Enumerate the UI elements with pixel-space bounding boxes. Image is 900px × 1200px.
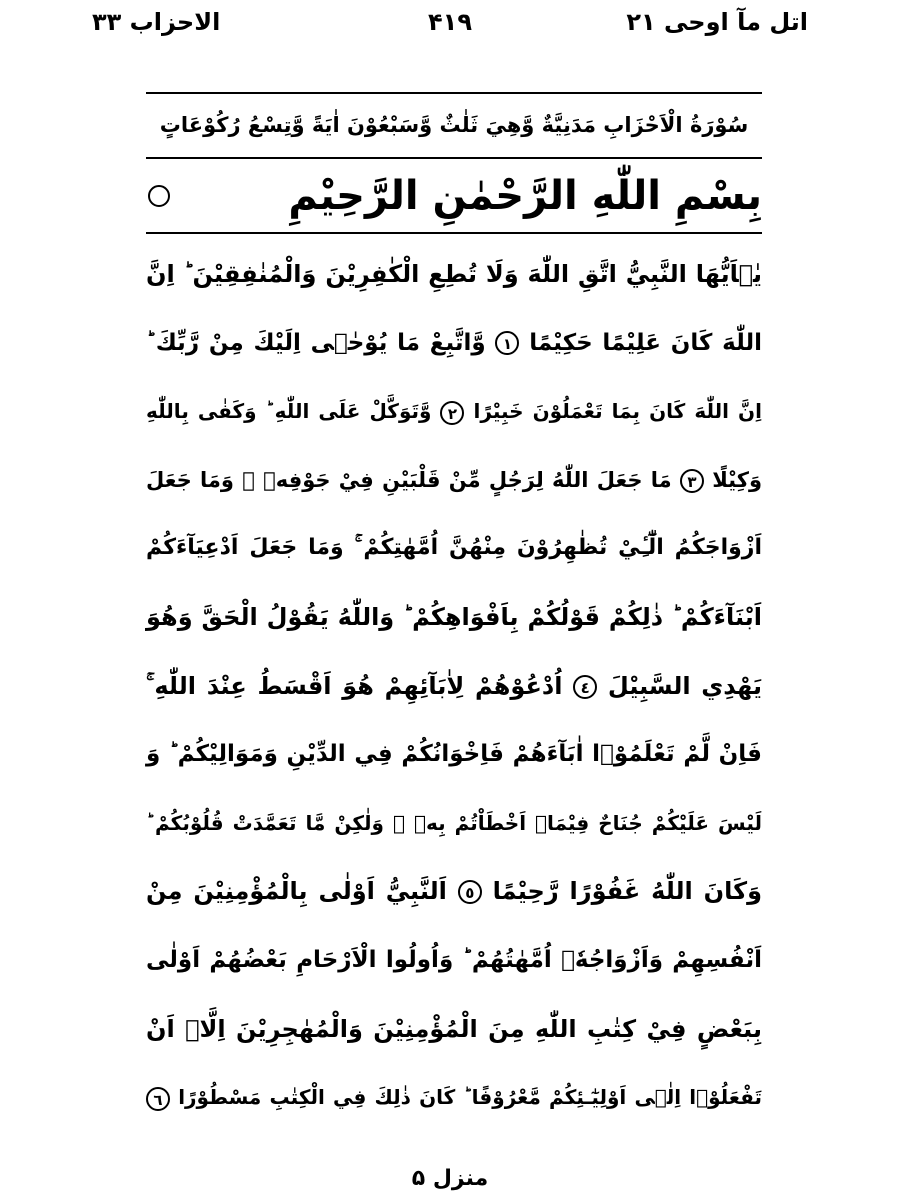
verse-line [146, 377, 762, 446]
basmala-end-circle-icon [148, 185, 170, 207]
verse-segment: لَيْسَ عَلَيْكُمْ جُنَاحٌ فِيْمَاۤ اَخْطَاْتُمْ بِهٖ ۙ وَلٰكِنْ مَّا تَعَمَّدَتْ قُلُوْبُكُمْ ؕ [146, 810, 762, 835]
verse-segment: بِبَعْضٍ فِيْ كِتٰبِ اللّٰهِ مِنَ الْمُؤْمِنِيْنَ وَالْمُهٰجِرِيْنَ اِلَّاۤ اَنْ [146, 1014, 762, 1043]
page-number: ۴۱۹ [428, 8, 472, 36]
verse-line [146, 309, 762, 378]
verse-segment: اِنَّ اللّٰهَ كَانَ بِمَا تَعْمَلُوْنَ خَبِيْرًا [473, 399, 762, 424]
verse-line [146, 926, 762, 995]
verse-line [146, 240, 762, 309]
verse-segment: يٰۤاَيُّهَا النَّبِيُّ اتَّقِ اللّٰهَ وَلَا تُطِعِ الْكٰفِرِيْنَ وَالْمُنٰفِقِيْنَ ؕ اِنَّ [146, 260, 762, 288]
verse-segment: وَكَانَ اللّٰهُ غَفُوْرًا رَّحِيْمًا [492, 877, 763, 906]
verse-segment: اَبْنَآءَكُمْ ؕ ذٰلِكُمْ قَوْلُكُمْ بِاَفْوَاهِكُمْ ؕ وَاللّٰهُ يَقُوْلُ الْحَقَّ وَهُوَ [146, 602, 762, 631]
verse-segment: اُدْعُوْهُمْ لِاٰبَآئِهِمْ هُوَ اَقْسَطُ عِنْدَ اللّٰهِ ۚ [146, 671, 563, 700]
verse-segment: وَّتَوَكَّلْ عَلَى اللّٰهِ ؕ وَكَفٰى بِاللّٰهِ [146, 399, 432, 424]
verse-segment: وَكِيْلًا [712, 467, 763, 492]
verse-segment: اَلنَّبِيُّ اَوْلٰى بِالْمُؤْمِنِيْنَ مِنْ [146, 877, 447, 906]
basmala-divider [146, 232, 762, 234]
ayah-number-marker: ٣ [680, 469, 704, 493]
verse-segment: وَّاتَّبِعْ مَا يُوْحٰۤى اِلَيْكَ مِنْ رَّبِّكَ ؕ [146, 329, 486, 356]
verse-line [146, 720, 762, 789]
ayah-number-marker: ٦ [146, 1087, 170, 1111]
verse-segment: اَزْوَاجَكُمُ الّٰٓـِٔيْ تُظٰهِرُوْنَ مِنْهُنَّ اُمَّهٰتِكُمْ ۚ وَمَا جَعَلَ اَدْعِيَآءَكُمْ [146, 535, 762, 561]
verse-line [146, 446, 762, 515]
surah-heading-text: سُوْرَةُ الْاَحْزَابِ مَدَنِيَّةٌ وَّهِيَ ثَلٰثٌ وَّسَبْعُوْنَ اٰيَةً وَّتِسْعُ رُكُوْعَاتٍ [159, 113, 749, 137]
verse-line [146, 857, 762, 926]
ayah-number-marker: ٥ [458, 880, 482, 904]
manzil-footer: منزل ۵ [411, 1166, 489, 1191]
verse-segment: اللّٰهَ كَانَ عَلِيْمًا حَكِيْمًا [529, 329, 763, 356]
verse-segment: فَاِنْ لَّمْ تَعْلَمُوْۤا اٰبَآءَهُمْ فَاِخْوَانُكُمْ فِي الدِّيْنِ وَمَوَالِيْكُمْ ؕ وَ [146, 741, 762, 768]
verse-segment: اَنْفُسِهِمْ وَاَزْوَاجُهٗۤ اُمَّهٰتُهُمْ ؕ وَاُولُوا الْاَرْحَامِ بَعْضُهُمْ اَوْلٰى [146, 946, 762, 973]
verse-line [146, 789, 762, 858]
ayah-number-marker: ٢ [440, 401, 464, 425]
verse-line [146, 1063, 762, 1132]
verse-segment: تَفْعَلُوْۤا اِلٰۤى اَوْلِيٰٓـئِكُمْ مَّعْرُوْفًا ؕ كَانَ ذٰلِكَ فِي الْكِتٰبِ مَسْطُوْرًا [178, 1085, 762, 1110]
verse-line [146, 514, 762, 583]
verse-text-block [146, 240, 762, 1132]
basmala [146, 164, 762, 228]
heading-divider [146, 157, 762, 159]
verse-line [146, 995, 762, 1064]
verse-segment: مَا جَعَلَ اللّٰهُ لِرَجُلٍ مِّنْ قَلْبَيْنِ فِيْ جَوْفِهٖ ۚ وَمَا جَعَلَ [146, 467, 672, 492]
basmala-text: بِسْمِ اللّٰهِ الرَّحْمٰنِ الرَّحِيْمِ [288, 173, 762, 219]
juz-surah-label: الاحزاب ۳۳ [92, 8, 221, 36]
verse-line [146, 652, 762, 721]
verse-line [146, 583, 762, 652]
top-divider [146, 92, 762, 94]
juz-name-label: اتل مآ اوحی ۲۱ [626, 8, 808, 36]
ayah-number-marker: ١ [495, 331, 519, 355]
surah-heading-band [146, 96, 762, 154]
verse-segment: يَهْدِي السَّبِيْلَ [607, 671, 763, 700]
ayah-number-marker: ٤ [573, 675, 597, 699]
